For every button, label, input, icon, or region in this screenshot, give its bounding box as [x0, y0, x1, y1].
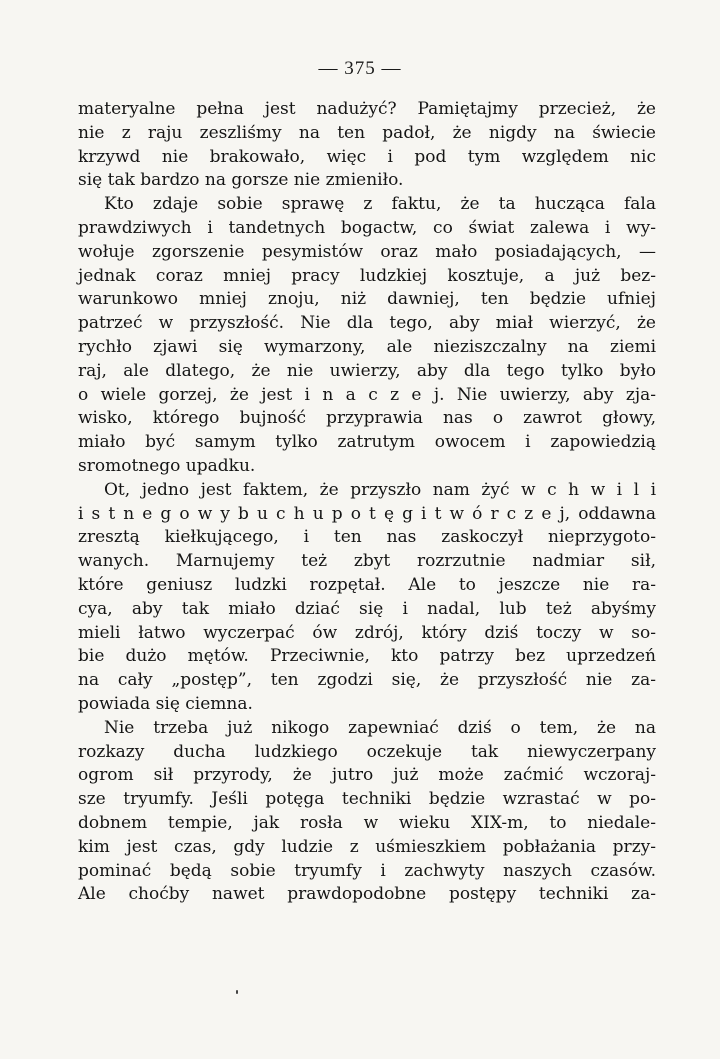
text-line: dobnem tempie, jak rosła w wieku XIX-m, to niedale- [78, 812, 656, 833]
text-line: mieli łatwo wyczerpać ów zdrój, który dziś toczy w so- [78, 622, 656, 643]
text-line: kim jest czas, gdy ludzie z uśmieszkiem pobłażania przy- [78, 836, 656, 857]
text-line: warunkowo mniej znoju, niż dawniej, ten będzie ufniej [78, 289, 656, 310]
text-line: Ot, jedno jest faktem, że przyszło nam żyć w c h w i l i [104, 479, 656, 500]
text-line: Nie trzeba już nikogo zapewniać dziś o tem, że na [104, 717, 656, 738]
text-line: rozkazy ducha ludzkiego oczekuje tak niewyczerpany [78, 741, 656, 762]
body-text [78, 98, 656, 907]
text-line: sromotnego upadku. [78, 455, 256, 476]
text-line: bie dużo mętów. Przeciwnie, kto patrzy bez uprzedzeń [78, 646, 656, 667]
text-line: wołuje zgorszenie pesymistów oraz mało posiadających, — [78, 241, 656, 262]
text-line: wisko, którego bujność przyprawia nas o zawrot głowy, [78, 408, 656, 429]
text-line: materyalne pełna jest nadużyć? Pamiętajmy przecież, że [78, 99, 656, 119]
text-line: rychło zjawi się wymarzony, ale nieziszczalny na ziemi [78, 336, 656, 357]
text-line: o wiele gorzej, że jest i n a c z e j. Nie uwierzy, aby zja- [78, 384, 656, 405]
text-line: powiada się ciemna. [78, 693, 253, 714]
text-line: na cały „postęp”, ten zgodzi się, że przyszłość nie za- [78, 670, 656, 691]
text-line: ogrom sił przyrody, że jutro już może zaćmić wczoraj- [78, 765, 656, 786]
ink-speck [236, 990, 238, 994]
text-line: zresztą kiełkującego, i ten nas zaskoczył nieprzygoto- [78, 527, 656, 548]
page-number: — 375 — [318, 58, 402, 79]
text-line: Ale choćby nawet prawdopodobne postępy techniki za- [78, 884, 656, 905]
text-line: nie z raju zeszliśmy na ten padoł, że nigdy na świecie [78, 122, 656, 143]
text-line: które geniusz ludzki rozpętał. Ale to jeszcze nie ra- [78, 574, 656, 595]
text-line: Kto zdaje sobie sprawę z faktu, że ta hucząca fala [104, 194, 656, 215]
text-line: pominać będą sobie tryumfy i zachwyty naszych czasów. [78, 860, 656, 881]
text-line: cya, aby tak miało dziać się i nadal, lub też abyśmy [78, 598, 656, 619]
text-line: sze tryumfy. Jeśli potęga techniki będzie wzrastać w po- [78, 789, 656, 810]
text-line: prawdziwych i tandetnych bogactw, co świat zalewa i wy- [78, 217, 656, 238]
text-line: patrzeć w przyszłość. Nie dla tego, aby miał wierzyć, że [78, 313, 656, 334]
text-line: jednak coraz mniej pracy ludzkiej kosztuje, a już bez- [78, 265, 656, 286]
text-line: miało być samym tylko zatrutym owocem i zapowiedzią [78, 432, 656, 453]
text-line: i s t n e g o w y b u c h u p o t ę g i t w ó r c z e j, oddawna [78, 503, 656, 524]
text-line: krzywd nie brakowało, więc i pod tym względem nic [78, 146, 656, 167]
text-line: raj, ale dlatego, że nie uwierzy, aby dla tego tylko było [78, 360, 656, 381]
text-line: się tak bardzo na gorsze nie zmieniło. [78, 170, 404, 191]
text-line: wanych. Marnujemy też zbyt rozrzutnie nadmiar sił, [78, 551, 656, 572]
